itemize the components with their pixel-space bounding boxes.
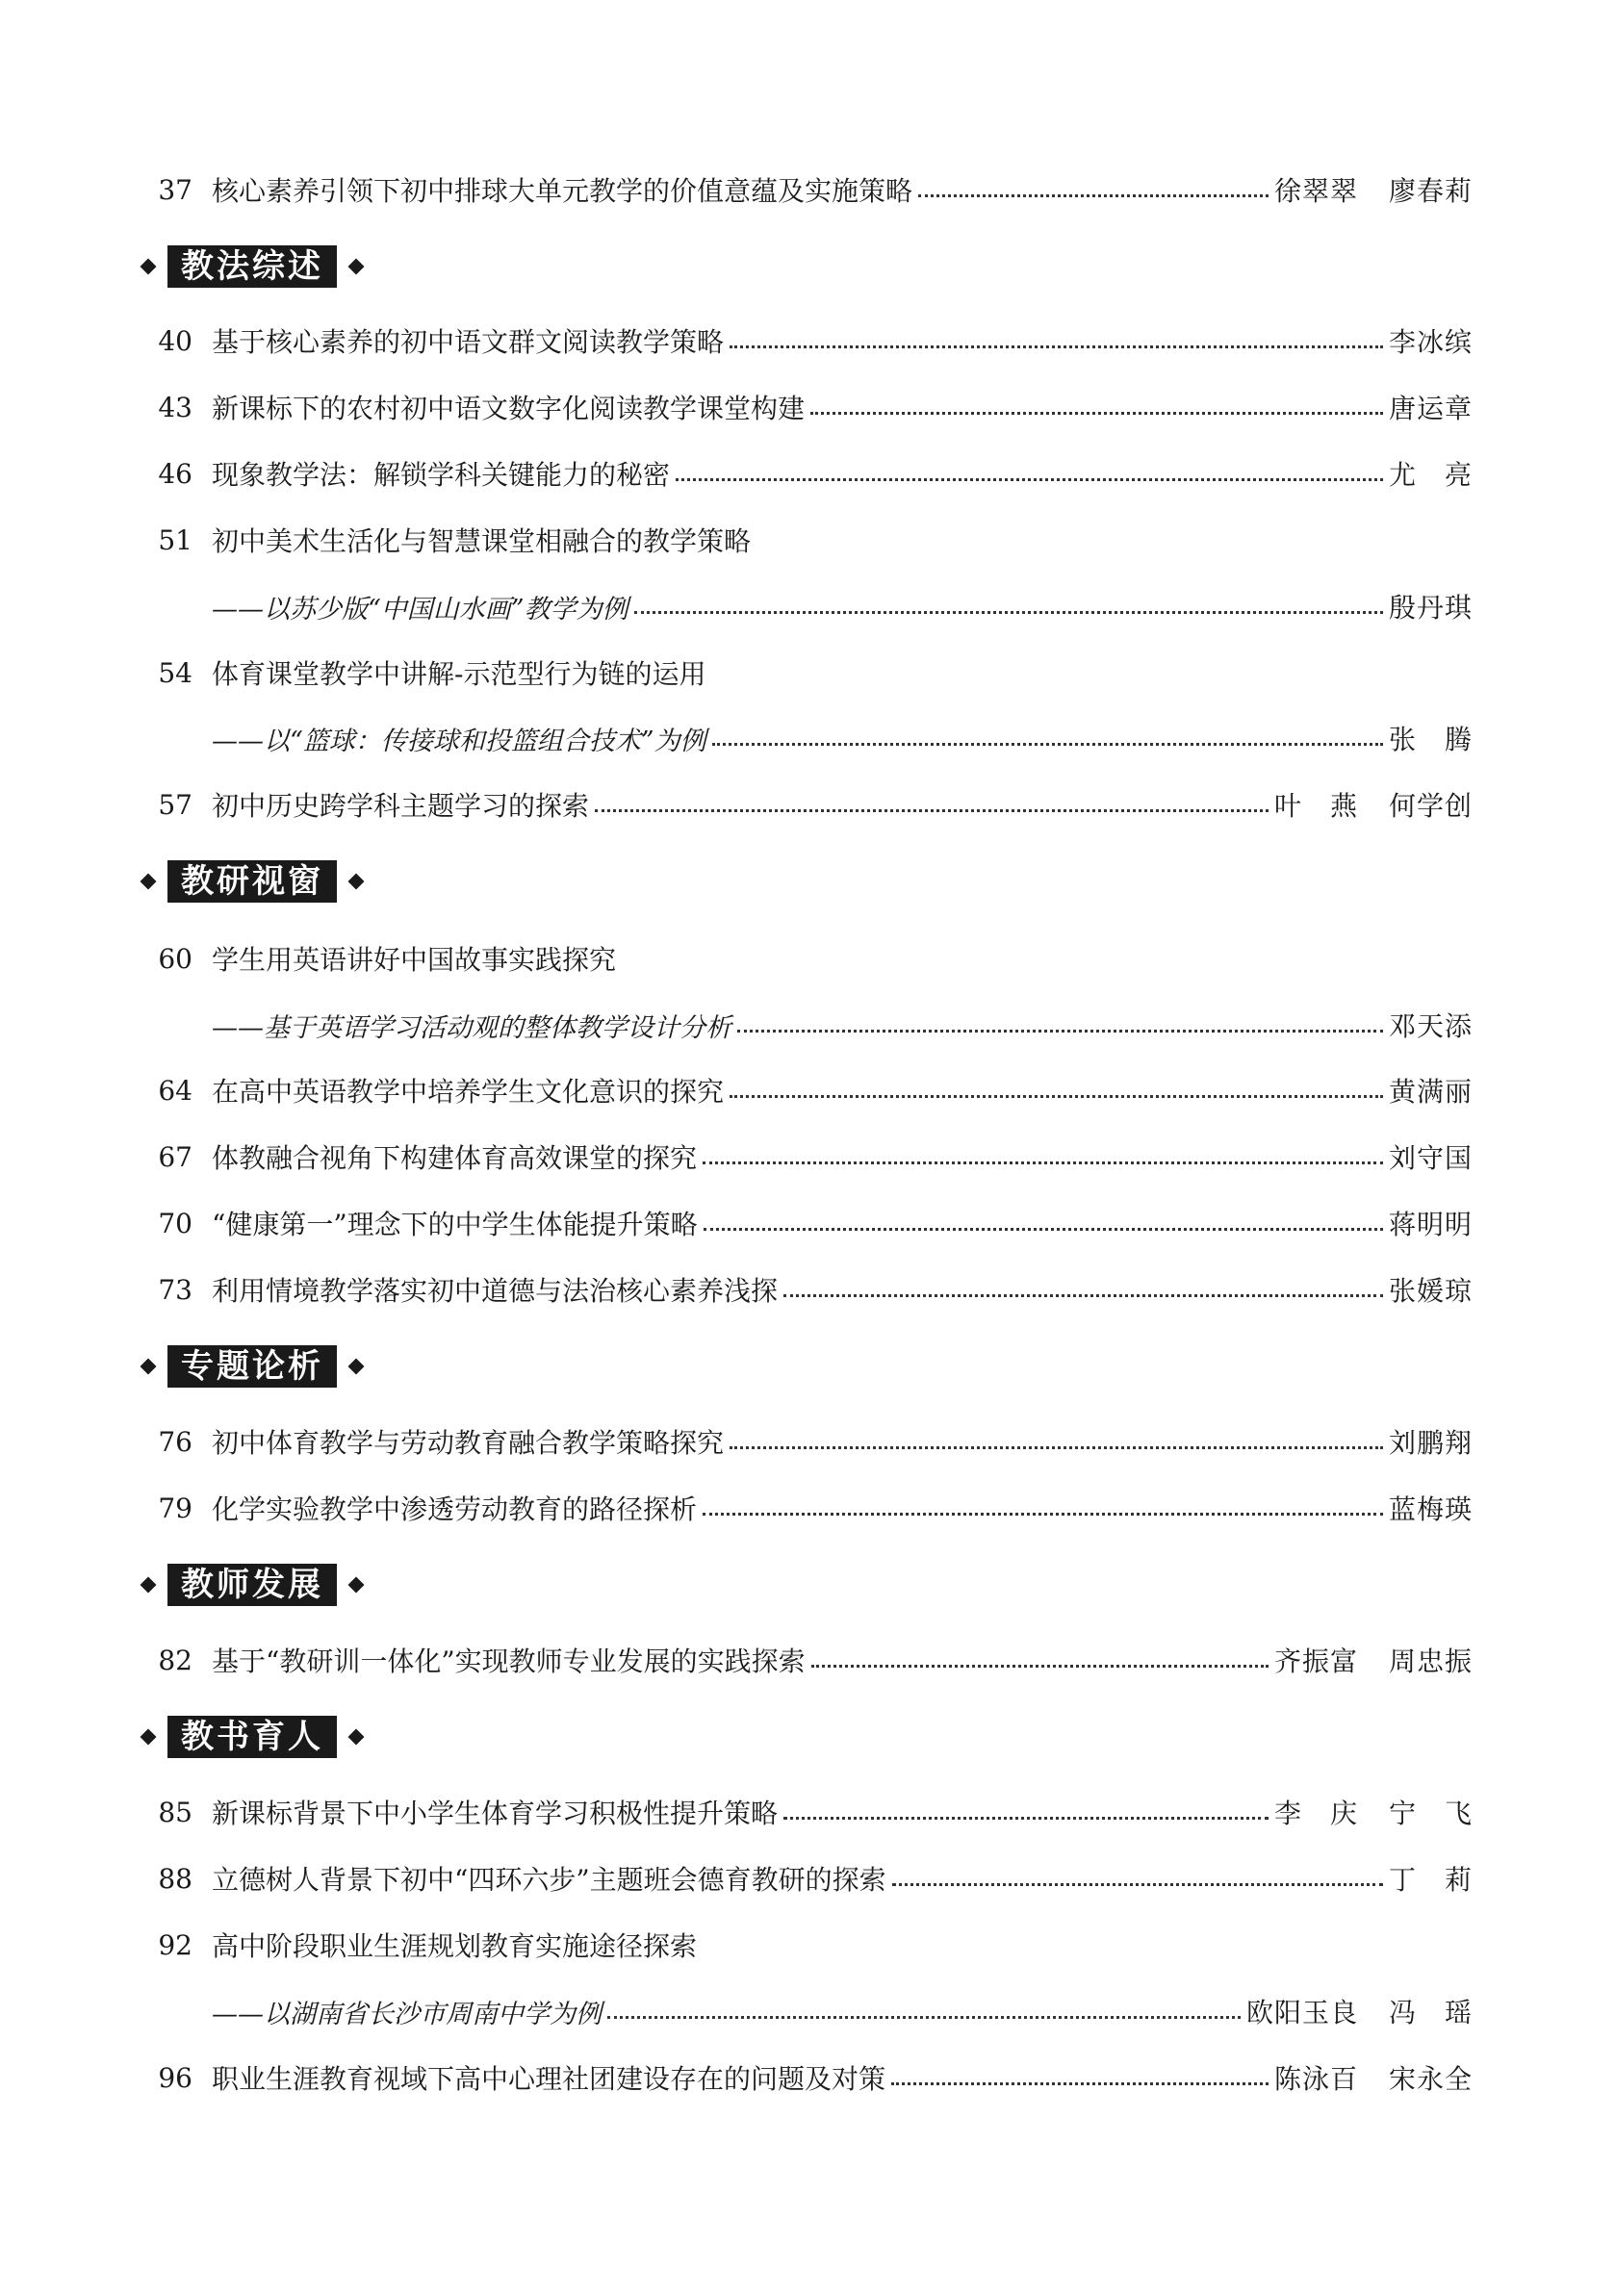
author-name: 黄满丽	[1388, 1076, 1473, 1108]
page-number: 57	[158, 788, 192, 821]
dot-leader	[712, 743, 1383, 746]
section-title: 教师发展	[167, 1564, 337, 1606]
page-number: 70	[158, 1207, 192, 1239]
dot-leader	[704, 1228, 1383, 1231]
article-title: 基于核心素养的初中语文群文阅读教学策略	[212, 326, 725, 358]
author-name: 殷丹琪	[1388, 592, 1473, 624]
diamond-icon	[348, 1359, 365, 1375]
author-list	[1389, 1859, 1473, 1898]
author-name: 陈泳百	[1273, 2063, 1358, 2095]
dot-leader	[703, 1513, 1383, 1516]
author-list	[1389, 1137, 1473, 1176]
page-number: 88	[158, 1862, 192, 1895]
toc-entry[interactable]	[139, 319, 1473, 362]
page-number: 54	[158, 656, 192, 689]
toc-entry[interactable]	[139, 1135, 1473, 1178]
article-title: 体育课堂教学中讲解-示范型行为链的运用	[212, 658, 706, 690]
toc-entry[interactable]	[139, 1202, 1473, 1244]
article-title: 核心素养引领下初中排球大单元教学的价值意蕴及实施策略	[212, 175, 913, 207]
author-name: 李冰缤	[1388, 326, 1473, 358]
toc-subtitle-row[interactable]	[139, 717, 1473, 759]
author-name: 张 腾	[1388, 724, 1473, 755]
page-number: 82	[158, 1644, 192, 1676]
toc-entry[interactable]	[139, 1924, 1473, 1966]
author-list	[1389, 388, 1473, 426]
author-name: 廖春莉	[1388, 175, 1473, 207]
author-list	[1274, 785, 1473, 824]
section-header	[142, 242, 362, 292]
toc-subtitle-row[interactable]	[139, 1004, 1473, 1046]
section-header	[142, 1712, 362, 1762]
author-list	[1389, 587, 1473, 625]
author-list	[1274, 1793, 1473, 1831]
section-title: 专题论析	[167, 1345, 337, 1388]
diamond-icon	[141, 1729, 157, 1746]
dot-leader	[730, 1095, 1383, 1098]
section-header	[142, 1341, 362, 1391]
diamond-icon	[348, 874, 365, 890]
author-name: 叶 燕	[1273, 790, 1358, 822]
page-number: 40	[158, 324, 192, 357]
article-subtitle: ——以“篮球：传接球和投篮组合技术”为例	[212, 726, 706, 756]
dot-leader	[634, 611, 1383, 614]
dot-leader	[737, 1030, 1383, 1033]
section-header	[142, 856, 362, 906]
page-number: 92	[158, 1928, 192, 1961]
article-title: 新课标下的农村初中语文数字化阅读教学课堂构建	[212, 393, 806, 424]
page-number: 96	[158, 2061, 192, 2094]
page-number: 43	[158, 391, 192, 423]
dot-leader	[607, 2016, 1241, 2019]
dot-leader	[595, 809, 1269, 812]
author-name: 宁 飞	[1388, 1798, 1473, 1829]
author-name: 齐振富	[1273, 1645, 1358, 1677]
dot-leader	[783, 1294, 1383, 1297]
page-number: 76	[158, 1425, 192, 1458]
toc-entry[interactable]	[139, 651, 1473, 694]
section-title: 教研视窗	[167, 860, 337, 903]
page-number: 67	[158, 1140, 192, 1173]
toc-entry[interactable]	[139, 783, 1473, 826]
diamond-icon	[141, 1577, 157, 1594]
dot-leader	[730, 345, 1383, 348]
dot-leader	[811, 1665, 1269, 1668]
dot-leader	[918, 194, 1269, 197]
article-title: 化学实验教学中渗透劳动教育的路径探析	[212, 1493, 698, 1525]
toc-entry[interactable]	[139, 1639, 1473, 1681]
page-number: 60	[158, 942, 192, 975]
article-title: 立德树人背景下初中“四环六步”主题班会德育教研的探索	[212, 1864, 886, 1896]
article-title: 利用情境教学落实初中道德与法治核心素养浅探	[212, 1275, 779, 1307]
dot-leader	[810, 412, 1383, 415]
author-list	[1389, 1071, 1473, 1110]
toc-entry[interactable]	[139, 1268, 1473, 1311]
dot-leader	[676, 478, 1383, 481]
author-name: 李 庆	[1273, 1798, 1358, 1829]
page-number: 73	[158, 1273, 192, 1306]
toc-entry[interactable]	[139, 2056, 1473, 2099]
author-list	[1389, 719, 1473, 757]
diamond-icon	[141, 874, 157, 890]
section-header	[142, 1560, 362, 1610]
toc-entry[interactable]	[139, 168, 1473, 211]
page-number: 46	[158, 457, 192, 490]
toc-entry[interactable]	[139, 1857, 1473, 1900]
article-title: 学生用英语讲好中国故事实践探究	[212, 944, 617, 976]
author-list	[1389, 1204, 1473, 1242]
section-title: 教法综述	[167, 245, 337, 288]
dot-leader	[891, 2082, 1269, 2085]
author-list	[1389, 321, 1473, 360]
dot-leader	[703, 1161, 1383, 1164]
author-name: 周忠振	[1388, 1645, 1473, 1677]
page-number: 51	[158, 523, 192, 556]
section-title: 教书育人	[167, 1716, 337, 1758]
article-title: “健康第一”理念下的中学生体能提升策略	[212, 1209, 698, 1240]
author-list	[1389, 1270, 1473, 1309]
author-list	[1274, 170, 1473, 209]
author-name: 宋永全	[1388, 2063, 1473, 2095]
author-name: 欧阳玉良	[1245, 1997, 1358, 2028]
page-number: 64	[158, 1074, 192, 1107]
diamond-icon	[141, 1359, 157, 1375]
author-name: 徐翠翠	[1273, 175, 1358, 207]
toc-entry[interactable]	[139, 452, 1473, 495]
author-name: 丁 莉	[1388, 1864, 1473, 1896]
toc-entry[interactable]	[139, 937, 1473, 980]
dot-leader	[730, 1446, 1383, 1449]
author-list	[1389, 1422, 1473, 1461]
toc-entry[interactable]	[139, 1420, 1473, 1463]
article-title: 职业生涯教育视域下高中心理社团建设存在的问题及对策	[212, 2063, 886, 2095]
toc-entry[interactable]	[139, 386, 1473, 428]
page-number: 79	[158, 1492, 192, 1524]
article-title: 基于“教研训一体化”实现教师专业发展的实践探索	[212, 1645, 806, 1677]
toc-subtitle-row[interactable]	[139, 585, 1473, 627]
page-number: 85	[158, 1796, 192, 1828]
toc-entry[interactable]	[139, 1069, 1473, 1111]
toc-entry[interactable]	[139, 1791, 1473, 1833]
author-list	[1389, 1489, 1473, 1527]
author-list	[1389, 454, 1473, 493]
article-title: 初中历史跨学科主题学习的探索	[212, 790, 590, 822]
author-name: 蒋明明	[1388, 1209, 1473, 1240]
author-name: 刘守国	[1388, 1142, 1473, 1174]
toc-entry[interactable]	[139, 519, 1473, 561]
article-title: 体教融合视角下构建体育高效课堂的探究	[212, 1142, 698, 1174]
author-list	[1246, 1992, 1473, 2030]
diamond-icon	[348, 1577, 365, 1594]
author-list	[1274, 1641, 1473, 1679]
article-title: 新课标背景下中小学生体育学习积极性提升策略	[212, 1798, 779, 1829]
article-title: 初中体育教学与劳动教育融合教学策略探究	[212, 1427, 725, 1459]
author-name: 冯 瑶	[1388, 1997, 1473, 2028]
dot-leader	[783, 1817, 1269, 1820]
author-name: 尤 亮	[1388, 459, 1473, 491]
diamond-icon	[141, 259, 157, 275]
article-title: 高中阶段职业生涯规划教育实施途径探索	[212, 1930, 698, 1962]
article-subtitle: ——以湖南省长沙市周南中学为例	[212, 1999, 602, 2029]
author-name: 蓝梅瑛	[1388, 1493, 1473, 1525]
author-name: 唐运章	[1388, 393, 1473, 424]
author-name: 何学创	[1388, 790, 1473, 822]
author-list	[1389, 1006, 1473, 1044]
article-subtitle: ——以苏少版“中国山水画”教学为例	[212, 594, 628, 625]
article-title: 在高中英语教学中培养学生文化意识的探究	[212, 1076, 725, 1108]
diamond-icon	[348, 259, 365, 275]
article-title: 现象教学法：解锁学科关键能力的秘密	[212, 459, 671, 491]
author-name: 刘鹏翔	[1388, 1427, 1473, 1459]
author-list	[1274, 2058, 1473, 2097]
author-name: 邓天添	[1388, 1010, 1473, 1042]
toc-subtitle-row[interactable]	[139, 1990, 1473, 2032]
toc-entry[interactable]	[139, 1487, 1473, 1529]
article-subtitle: ——基于英语学习活动观的整体教学设计分析	[212, 1012, 731, 1043]
article-title: 初中美术生活化与智慧课堂相融合的教学策略	[212, 525, 752, 557]
dot-leader	[892, 1883, 1383, 1886]
author-name: 张媛琼	[1388, 1275, 1473, 1307]
diamond-icon	[348, 1729, 365, 1746]
page-number: 37	[158, 173, 192, 206]
